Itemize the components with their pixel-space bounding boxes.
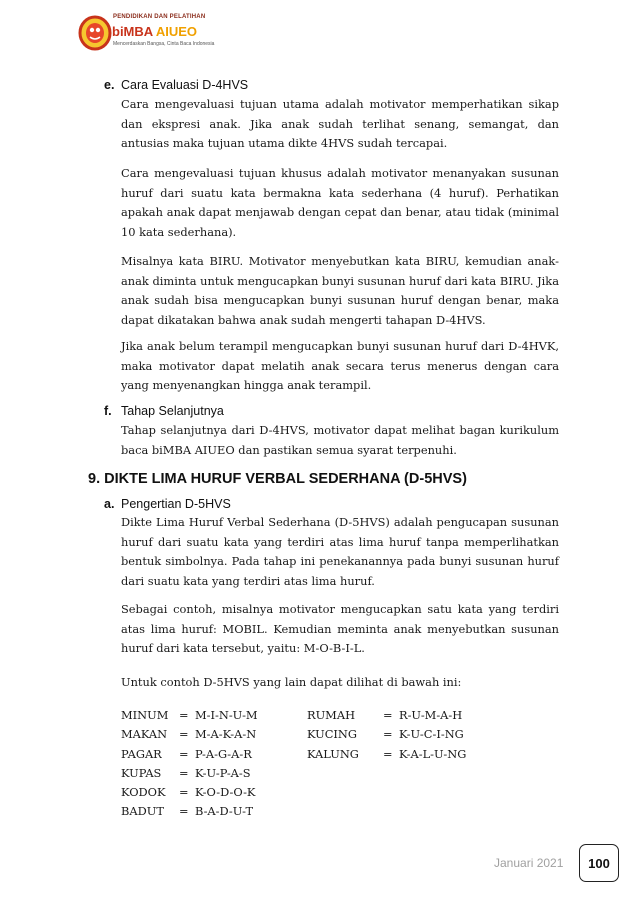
section-e-paragraph-4: Jika anak belum terampil mengucapkan bunyi susunan huruf dari D-4HVK, maka motivator dapat melatih anak secara terus menerus dengan cara yang menyenangkan hingga anak terampil. xyxy=(121,339,559,392)
logo-top-text: PENDIDIKAN DAN PELATIHAN xyxy=(113,14,206,20)
section-9-heading: 9. DIKTE LIMA HURUF VERBAL SEDERHANA (D-5HVS) xyxy=(88,471,467,487)
example-spelling: K-O-D-O-K xyxy=(195,785,256,800)
example-spelling: B-A-D-U-T xyxy=(195,804,254,819)
section-e-paragraph-2: Cara mengevaluasi tujuan khusus adalah motivator menanyakan susunan huruf dari suatu kata bermakna kata sederhana (4 huruf). Perhatikan apakah anak dapat menjawab dengan cepat dan benar, atau tidak (minimal 10 kata sederhana). xyxy=(121,166,559,239)
biMBA-logo xyxy=(78,12,218,54)
example-spelling: K-U-C-I-NG xyxy=(399,727,464,742)
logo-brand-part1: biMBA xyxy=(112,24,156,39)
subsection-f-marker: f. xyxy=(104,404,112,418)
subsection-f-heading xyxy=(104,404,224,418)
example-word: KUCING xyxy=(307,727,357,742)
example-equals: = xyxy=(179,708,189,722)
example-equals: = xyxy=(179,785,189,800)
subsection-e-heading xyxy=(104,78,248,92)
example-equals: = xyxy=(179,765,189,780)
example-spelling: K-A-L-U-NG xyxy=(399,746,467,761)
example-word: RUMAH xyxy=(307,708,355,722)
subsection-f-title: Tahap Selanjutnya xyxy=(121,404,224,418)
example-word: MINUM xyxy=(121,708,169,722)
example-word: KALUNG xyxy=(307,746,359,761)
subsection-a-marker: a. xyxy=(104,497,115,511)
section-e-paragraph-1: Cara mengevaluasi tujuan utama adalah motivator memperhatikan sikap dan ekspresi anak. Jika anak sudah terlihat senang, semangat, dan antusias maka tujuan utama dikte 4HVS sudah tercapai. xyxy=(121,97,559,150)
example-equals: = xyxy=(179,746,189,761)
page-number: 100 xyxy=(579,844,619,882)
example-word: KUPAS xyxy=(121,765,162,780)
examples-row xyxy=(121,708,561,727)
example-equals: = xyxy=(383,746,393,761)
logo-emblem-icon xyxy=(78,12,112,52)
examples-intro: Untuk contoh D-5HVS yang lain dapat dilihat di bawah ini: xyxy=(121,675,462,689)
example-word: PAGAR xyxy=(121,746,162,761)
example-equals: = xyxy=(383,708,393,722)
footer-date: Januari 2021 xyxy=(494,856,564,870)
examples-row xyxy=(121,727,561,746)
example-spelling: M-A-K-A-N xyxy=(195,727,257,742)
example-spelling: M-I-N-U-M xyxy=(195,708,258,722)
section-f-paragraph: Tahap selanjutnya dari D-4HVS, motivator dapat melihat bagan kurikulum baca biMBA AIUEO dan pastikan semua syarat terpenuhi. xyxy=(121,423,559,457)
example-spelling: K-U-P-A-S xyxy=(195,765,251,780)
logo-tagline: Mencerdaskan Bangsa, Cinta Baca Indonesia xyxy=(113,41,215,47)
example-equals: = xyxy=(179,804,189,819)
example-equals: = xyxy=(383,727,393,742)
subsection-e-title: Cara Evaluasi D-4HVS xyxy=(121,78,249,92)
example-equals: = xyxy=(179,727,189,742)
logo-brand-part2: AIUEO xyxy=(155,24,197,39)
examples-row xyxy=(121,785,561,804)
examples-table xyxy=(121,708,561,824)
example-word: KODOK xyxy=(121,785,166,800)
subsection-e-marker: e. xyxy=(104,78,115,92)
example-word: BADUT xyxy=(121,804,164,819)
example-spelling: R-U-M-A-H xyxy=(399,708,463,722)
example-spelling: P-A-G-A-R xyxy=(195,746,252,761)
logo-brand xyxy=(112,24,197,39)
subsection-a-heading xyxy=(104,497,231,511)
section-e-paragraph-3: Misalnya kata BIRU. Motivator menyebutkan kata BIRU, kemudian anak-anak diminta untuk mengucapkan bunyi susunan huruf dari kata BIRU. Jika anak sudah bisa mengucapkan bunyi susunan huruf dengan benar, maka dapat dikatakan bahwa anak sudah mengerti tahapan D-4HVS. xyxy=(121,254,559,327)
subsection-a-title: Pengertian D-5HVS xyxy=(121,497,231,511)
section-a-paragraph-2: Sebagai contoh, misalnya motivator mengucapkan satu kata yang terdiri atas lima huruf: MOBIL. Kemudian meminta anak menyebutkan susunan huruf dari kata tersebut, yaitu: M-O-B-I-L. xyxy=(121,602,559,655)
section-a-paragraph-1: Dikte Lima Huruf Verbal Sederhana (D-5HVS) adalah pengucapan susunan huruf dari suatu kata yang terdiri atas lima huruf tanpa memperlihatkan bentuk simbolnya. Pada tahap ini penekanannya pada bunyi susunan huruf dari suatu kata yang terdiri atas lima huruf. xyxy=(121,515,559,588)
examples-row xyxy=(121,747,561,766)
examples-row xyxy=(121,766,561,785)
example-word: MAKAN xyxy=(121,727,168,742)
examples-row xyxy=(121,804,561,823)
